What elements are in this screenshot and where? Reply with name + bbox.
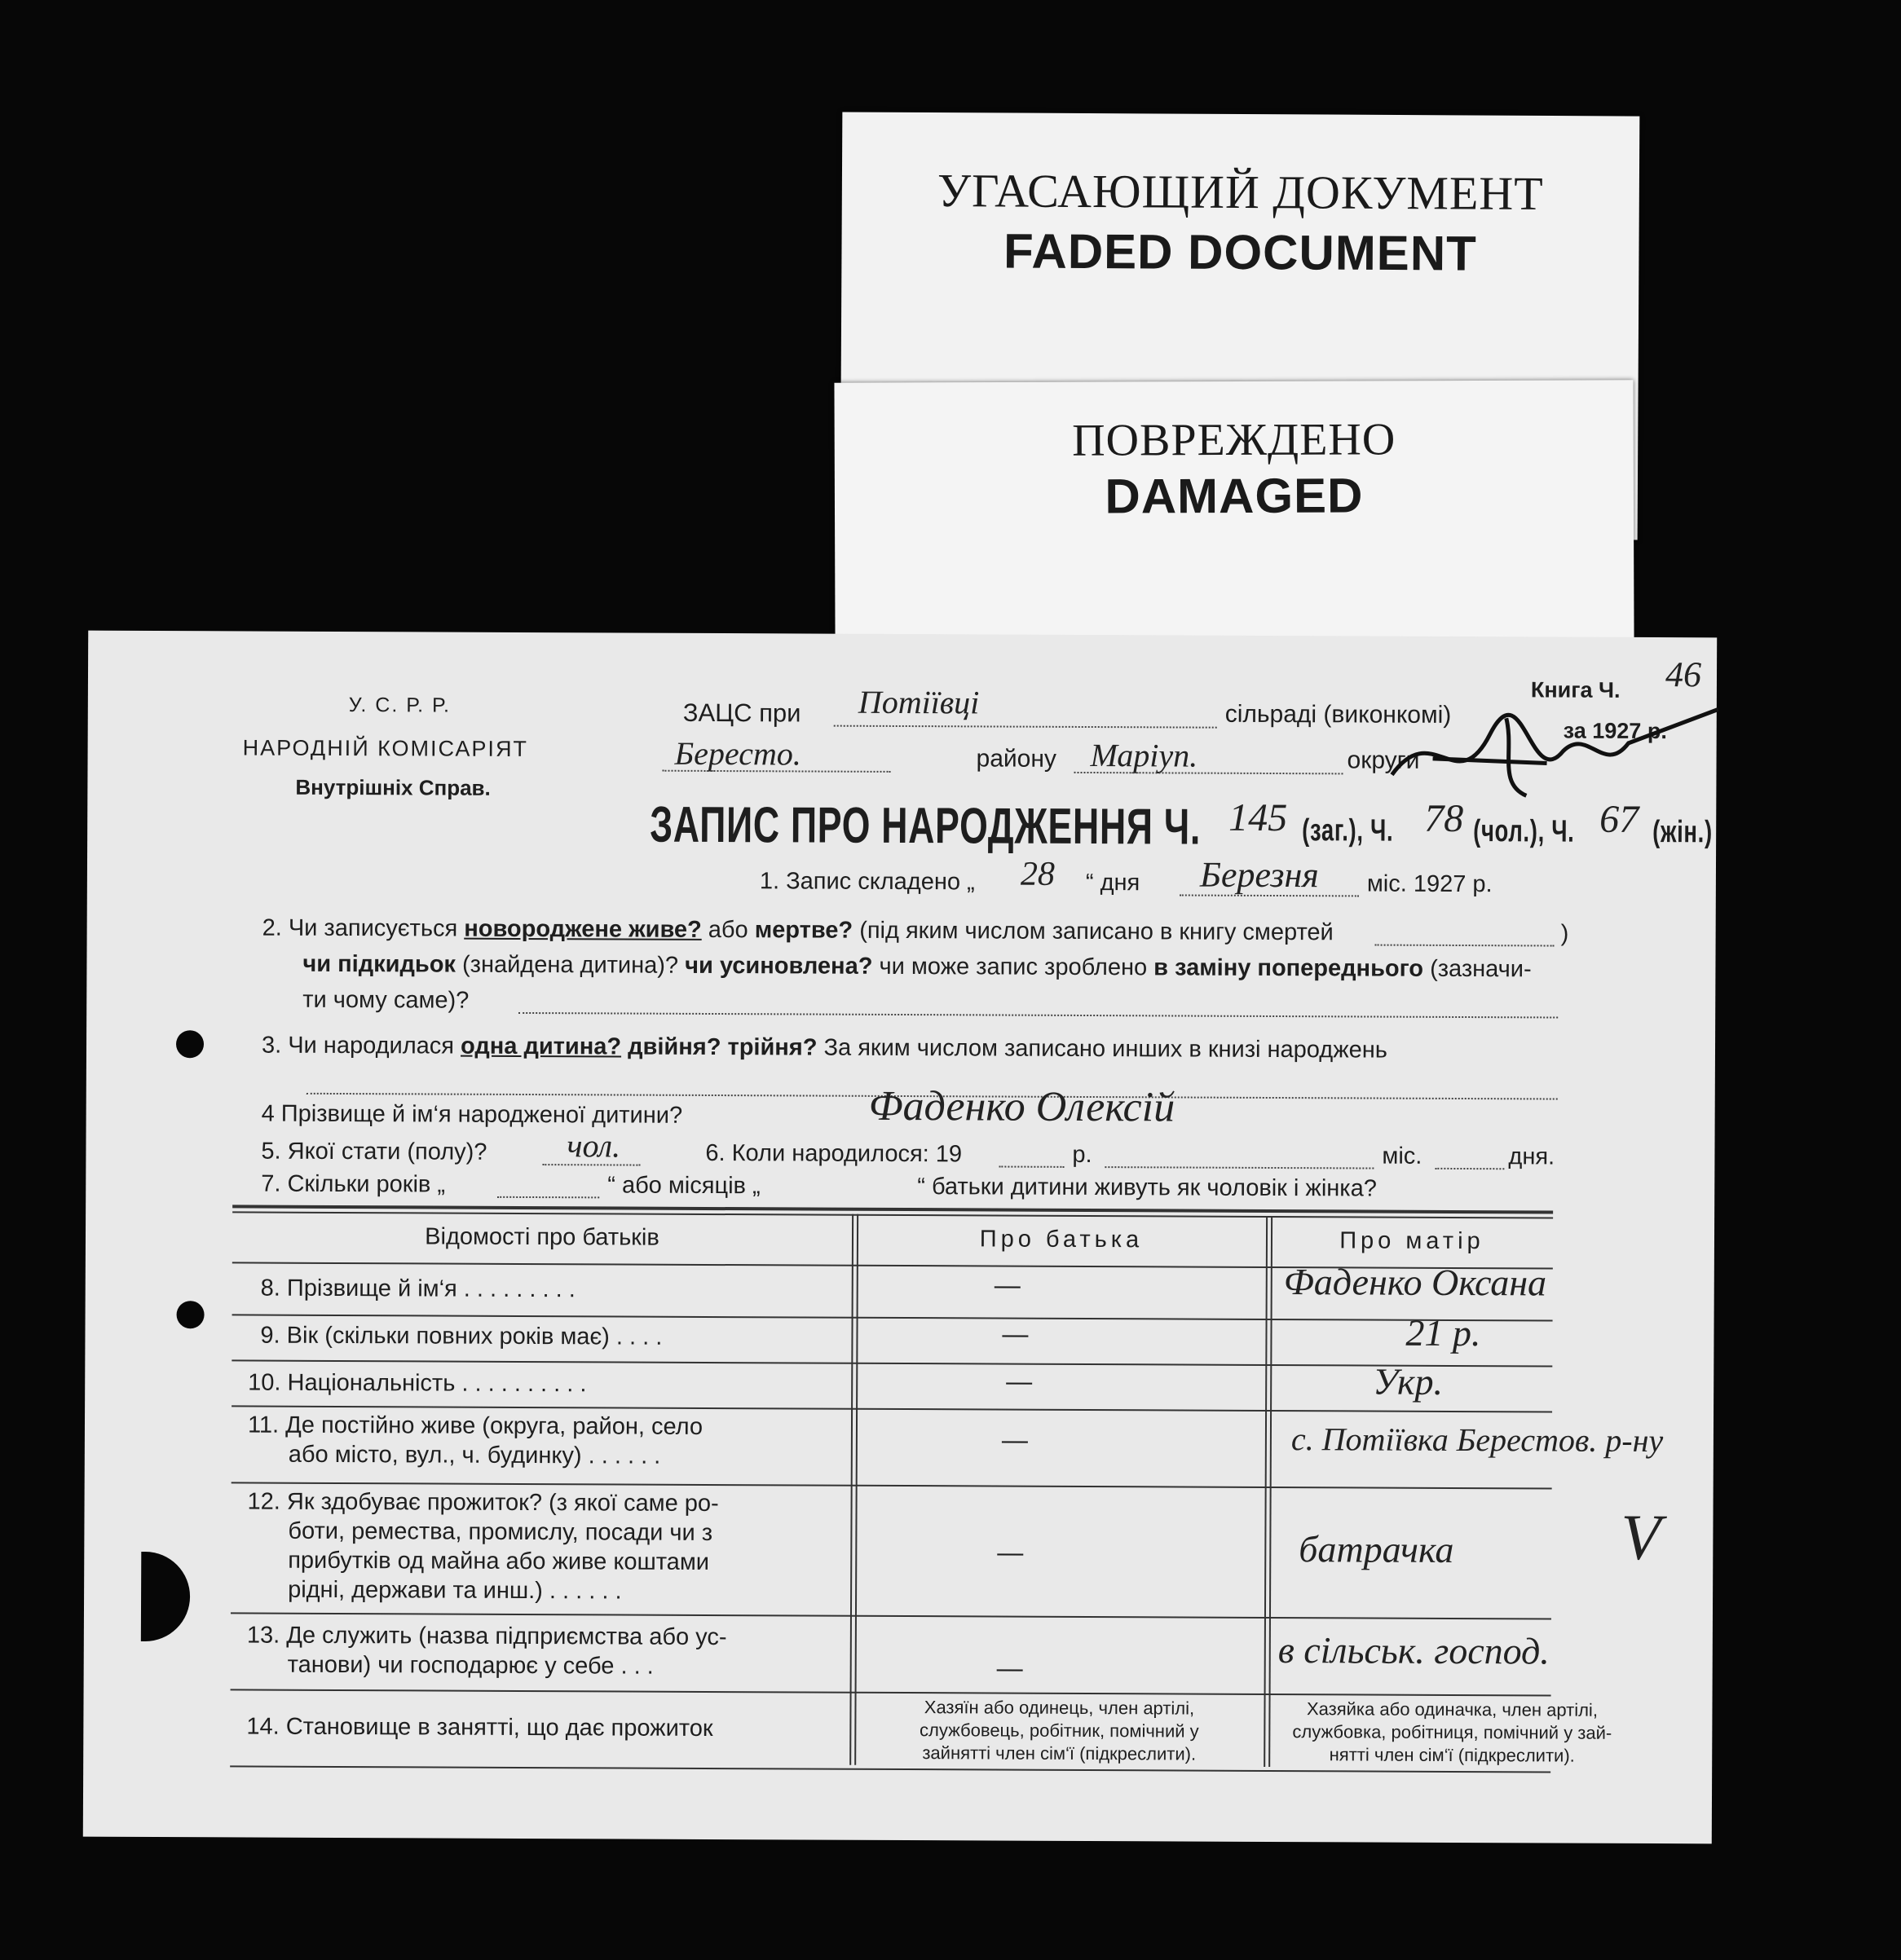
q2-text: 2. Чи записується <box>262 914 465 942</box>
q2-text: (зазначи- <box>1422 955 1532 983</box>
row-9-label: 9. Вік (скільки повних років має) . . . . <box>260 1322 663 1350</box>
row-10-label: 10. Національність . . . . . . . . . . <box>248 1369 587 1398</box>
male-number-value: 78 <box>1424 796 1464 841</box>
q3-option-twins: двійня? <box>621 1033 721 1061</box>
q1-mid: “ дня <box>1085 869 1140 896</box>
q7-rest-label: “ батьки дитини живуть як чоловік і жінка? <box>917 1174 1377 1202</box>
zags-village-value: Потіївці <box>858 683 980 721</box>
col-header-mother: Про матір <box>1339 1227 1484 1255</box>
row-12-label-cont: рідні, держави та инш.) . . . . . . <box>288 1576 622 1605</box>
row-11-label: 11. Де постійно живе (округа, район, село <box>247 1412 704 1440</box>
q1-prefix: 1. Запис складено „ <box>759 868 975 896</box>
q2-line1 <box>262 915 1334 947</box>
table-bottom-border <box>230 1765 1550 1773</box>
row-12-label: 12. Як здобуває прожиток? (з якої саме ро- <box>247 1488 719 1517</box>
row-9-father: — <box>1002 1319 1029 1349</box>
damaged-label-ru: ПОВРЕЖДЕНО <box>1072 414 1396 466</box>
title-zag-label: (заг.), Ч. <box>1302 813 1394 848</box>
q1-month-line <box>1180 894 1359 896</box>
row-9-mother-value: 21 р. <box>1405 1311 1481 1354</box>
row-divider <box>231 1612 1551 1619</box>
row-14-mother-note-3: нятті член сім‘ї (підкреслити). <box>1329 1744 1575 1766</box>
q6-year-line <box>999 1166 1064 1168</box>
internal-affairs-label: Внутрішніх Справ. <box>295 774 491 800</box>
q2-text: (під яким числом записано в книгу смертей <box>853 917 1334 946</box>
q2-text: (знайдена дитина)? <box>455 951 686 979</box>
q7-months-label: “ або місяців „ <box>607 1172 761 1200</box>
q3-text: За яким числом записано инших в книзі народжень <box>817 1034 1387 1064</box>
row-14-father-note-1: Хазяїн або одинець, член артілі, <box>924 1697 1195 1719</box>
q7-years-line <box>497 1196 599 1199</box>
q2-text: або <box>701 916 755 944</box>
q2-option-alive: новороджене живе? <box>464 915 702 943</box>
row-14-mother-note-1: Хазяйка або одиначка, член артілі, <box>1306 1698 1599 1720</box>
faded-label-en: FADED DOCUMENT <box>1003 223 1477 281</box>
damaged-label-en: DAMAGED <box>1105 468 1364 524</box>
punch-hole <box>176 1030 204 1058</box>
table-divider-1b <box>854 1214 858 1765</box>
book-number-value: 46 <box>1665 654 1702 695</box>
col-header-info: Відомості про батьків <box>425 1223 659 1251</box>
okrug-value: Маріуп. <box>1090 737 1198 774</box>
row-11-label-cont: або місто, вул., ч. будинку) . . . . . . <box>288 1441 661 1469</box>
row-divider <box>231 1689 1551 1696</box>
raionu-label: району <box>976 745 1057 773</box>
q1-day-value: 28 <box>1020 855 1056 893</box>
row-13-father: — <box>996 1653 1023 1683</box>
total-number-value: 145 <box>1228 795 1288 840</box>
okruhy-label: округи <box>1347 747 1420 774</box>
q6-label: 6. Коли народилося: 19 <box>705 1139 963 1168</box>
female-number-value: 67 <box>1599 797 1639 841</box>
ussr-label: У. С. Р. Р. <box>348 694 452 717</box>
book-label: Книга Ч. <box>1530 677 1621 703</box>
q7-years-label: 7. Скільки років „ <box>261 1170 446 1198</box>
official-signature <box>1383 702 1727 809</box>
row-14-father-note-3: зайнятті член сім‘ї (підкреслити). <box>922 1742 1197 1764</box>
table-divider-2 <box>1264 1216 1268 1767</box>
punch-hole <box>177 1301 205 1328</box>
silradi-label: сільраді (виконкомі) <box>1224 700 1452 729</box>
q5-label: 5. Якої стати (полу)? <box>261 1138 487 1165</box>
q5-sex-value: чол. <box>567 1127 621 1165</box>
row-divider <box>232 1405 1552 1412</box>
row-12-check-mark: V <box>1621 1501 1661 1575</box>
q5-sex-line <box>542 1164 640 1166</box>
q2-option-adopted: чи усиновлена? <box>685 952 873 980</box>
q6-month-label: міс. <box>1382 1143 1422 1169</box>
zags-label: ЗАЦС при <box>682 698 801 728</box>
row-8-label: 8. Прізвище й ім‘я . . . . . . . . . <box>260 1275 576 1303</box>
district-value: Бересто. <box>674 734 801 773</box>
q3-option-triplets: трійня? <box>721 1034 818 1061</box>
faded-label-ru: УГАСАЮЩИЙ ДОКУМЕНТ <box>937 164 1544 220</box>
q2-reason-line <box>518 1012 1558 1019</box>
commissariat-label: НАРОДНІЙ КОМІСАРІЯТ <box>242 735 529 762</box>
title-zhin-label: (жін.) <box>1652 815 1713 850</box>
punch-hole <box>141 1552 190 1641</box>
q2-option-dead: мертве? <box>754 917 853 944</box>
q2-close-paren: ) <box>1560 920 1569 947</box>
q3-option-single: одна дитина? <box>460 1033 622 1060</box>
row-10-mother-value: Укр. <box>1373 1360 1444 1403</box>
table-divider-1 <box>849 1214 853 1765</box>
row-11-mother-value: с. Потіївка Берестов. р-ну <box>1290 1420 1664 1460</box>
q3-line <box>262 1033 1387 1064</box>
row-divider <box>232 1314 1553 1321</box>
q1-suffix: міс. 1927 р. <box>1366 870 1493 898</box>
row-13-mother-value: в сільськ. господ. <box>1277 1629 1550 1672</box>
row-8-mother-value: Фаденко Оксана <box>1283 1261 1547 1304</box>
table-divider-2b <box>1268 1216 1272 1767</box>
q4-child-name-value: Фаденко Олексій <box>868 1082 1175 1131</box>
row-8-father: — <box>994 1270 1021 1300</box>
row-14-father-note-2: службовець, робітник, помічний у <box>919 1720 1199 1742</box>
row-divider <box>232 1359 1552 1367</box>
row-14-label: 14. Становище в занятті, що дає прожиток <box>246 1713 713 1742</box>
row-14-mother-note-2: службовка, робітниця, помічний у зай- <box>1292 1721 1612 1743</box>
q6-day-line <box>1105 1166 1374 1169</box>
q6-day-label: дня. <box>1508 1143 1555 1170</box>
zags-field-line <box>834 725 1217 729</box>
birth-record-form <box>83 631 1717 1844</box>
row-13-label-cont: танови) чи господарює у себе . . . <box>287 1651 654 1680</box>
q2-line3: ти чому саме)? <box>302 986 470 1014</box>
row-12-label-cont: прибутків од майна або живе коштами <box>288 1547 710 1575</box>
q3-text: 3. Чи народилася <box>261 1032 461 1059</box>
q2-death-book-line <box>1375 945 1555 947</box>
row-12-label-cont: боти, ремества, промислу, посади чи з <box>288 1517 713 1546</box>
record-title: ЗАПИС ПРО НАРОДЖЕННЯ Ч. <box>650 796 1202 856</box>
q2-option-replacement: в заміну попереднього <box>1153 954 1424 982</box>
damaged-document-slip <box>834 380 1634 640</box>
year-label: за 1927 р. <box>1563 718 1667 744</box>
q2-option-foundling: чи підкидьок <box>302 950 457 978</box>
q2-line2 <box>302 951 1531 984</box>
row-10-father: — <box>1006 1366 1033 1396</box>
q2-text: чи може запис зроблено <box>872 953 1154 981</box>
row-11-father: — <box>1001 1425 1028 1455</box>
row-12-father: — <box>997 1537 1024 1567</box>
row-divider <box>232 1482 1552 1489</box>
q4-label: 4 Прізвище й ім‘я народженої дитини? <box>261 1100 683 1129</box>
q6-month-line <box>1435 1168 1504 1169</box>
q1-month-value: Березня <box>1199 854 1319 896</box>
title-chol-label: (чол.), Ч. <box>1473 814 1575 849</box>
row-12-mother-value: батрачка <box>1299 1528 1454 1570</box>
col-header-father: Про батька <box>979 1226 1144 1253</box>
row-13-label: 13. Де служить (назва підприємства або ус- <box>246 1622 727 1651</box>
q6-r-label: р. <box>1072 1141 1092 1169</box>
